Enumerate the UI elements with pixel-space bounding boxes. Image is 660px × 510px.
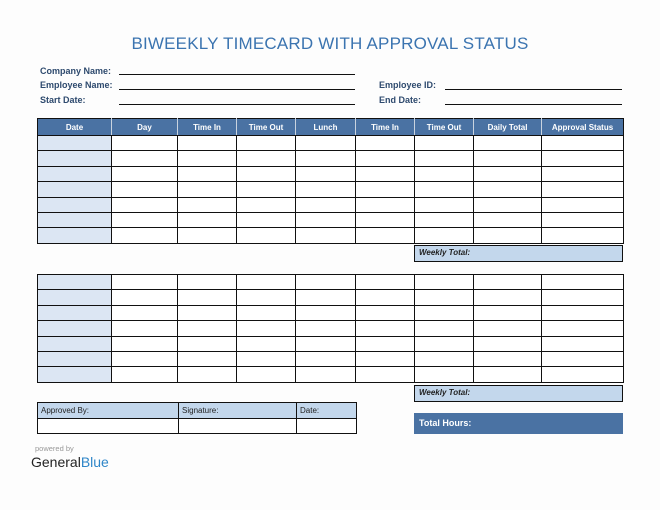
cell-day[interactable] [112,136,178,151]
cell-time-in[interactable] [178,212,237,227]
cell-day[interactable] [112,290,178,305]
cell-day[interactable] [112,228,178,243]
cell-lunch[interactable] [296,182,356,197]
cell-time-in[interactable] [178,166,237,181]
header-date: Date [38,119,112,136]
cell-day[interactable] [112,305,178,320]
cell-time-out[interactable] [415,151,474,166]
approval-date-label: Date: [297,403,357,419]
header-approval-status: Approval Status [542,119,624,136]
cell-approval-status[interactable] [542,321,624,336]
cell-time-in[interactable] [178,275,237,290]
cell-time-out[interactable] [237,136,296,151]
cell-daily-total[interactable] [474,305,542,320]
cell-lunch[interactable] [296,367,356,382]
header-time-out: Time Out [237,119,296,136]
total-hours: Total Hours: [414,413,623,434]
cell-date[interactable] [38,182,112,197]
signature-field[interactable] [179,419,297,434]
cell-time-in[interactable] [178,136,237,151]
end-date-field[interactable] [445,104,622,105]
cell-daily-total[interactable] [474,321,542,336]
cell-time-out[interactable] [237,351,296,366]
cell-time-in[interactable] [178,228,237,243]
table-row [38,197,624,212]
cell-time-in[interactable] [178,197,237,212]
cell-date[interactable] [38,151,112,166]
header-lunch: Lunch [296,119,356,136]
week1-weekly-total: Weekly Total: [414,245,623,262]
cell-time-in[interactable] [178,290,237,305]
cell-time-out[interactable] [415,166,474,181]
cell-day[interactable] [112,367,178,382]
table-row [38,275,624,290]
cell-date[interactable] [38,336,112,351]
cell-time-out[interactable] [237,151,296,166]
week1-table [37,118,624,244]
cell-lunch[interactable] [296,228,356,243]
cell-daily-total[interactable] [474,275,542,290]
cell-time-out[interactable] [415,182,474,197]
cell-day[interactable] [112,182,178,197]
cell-time-out[interactable] [237,305,296,320]
cell-day[interactable] [112,212,178,227]
cell-time-out[interactable] [415,136,474,151]
cell-daily-total[interactable] [474,212,542,227]
cell-approval-status[interactable] [542,212,624,227]
cell-time-in[interactable] [178,321,237,336]
cell-daily-total[interactable] [474,351,542,366]
cell-approval-status[interactable] [542,151,624,166]
cell-approval-status[interactable] [542,367,624,382]
cell-approval-status[interactable] [542,351,624,366]
cell-lunch[interactable] [296,321,356,336]
cell-day[interactable] [112,197,178,212]
week2-table [37,274,624,383]
cell-day[interactable] [112,336,178,351]
cell-time-in[interactable] [356,336,415,351]
cell-time-in[interactable] [356,351,415,366]
approval-table [37,402,357,434]
cell-lunch[interactable] [296,197,356,212]
cell-day[interactable] [112,351,178,366]
cell-time-out[interactable] [415,367,474,382]
header-day: Day [112,119,178,136]
header-time-in-2: Time In [356,119,415,136]
cell-time-out[interactable] [237,321,296,336]
cell-time-in[interactable] [178,336,237,351]
cell-lunch[interactable] [296,351,356,366]
page-title: BIWEEKLY TIMECARD WITH APPROVAL STATUS [131,34,529,53]
cell-date[interactable] [38,367,112,382]
cell-approval-status[interactable] [542,182,624,197]
cell-daily-total[interactable] [474,228,542,243]
cell-time-out[interactable] [237,336,296,351]
cell-time-out[interactable] [415,305,474,320]
table-row [38,136,624,151]
cell-time-out[interactable] [415,212,474,227]
header-daily-total: Daily Total [474,119,542,136]
brand-general: General [31,454,81,470]
cell-time-in[interactable] [356,166,415,181]
cell-approval-status[interactable] [542,290,624,305]
approval-date-field[interactable] [297,419,357,434]
cell-time-out[interactable] [237,197,296,212]
cell-daily-total[interactable] [474,136,542,151]
cell-time-in[interactable] [356,290,415,305]
cell-daily-total[interactable] [474,290,542,305]
table-header-row [38,119,624,136]
table-row [38,151,624,166]
employee-id-field[interactable] [445,89,622,90]
cell-date[interactable] [38,228,112,243]
signature-label: Signature: [179,403,297,419]
cell-time-in[interactable] [356,182,415,197]
cell-time-out[interactable] [415,351,474,366]
cell-approval-status[interactable] [542,228,624,243]
cell-date[interactable] [38,166,112,181]
cell-time-in[interactable] [178,367,237,382]
cell-approval-status[interactable] [542,136,624,151]
cell-lunch[interactable] [296,136,356,151]
cell-approval-status[interactable] [542,336,624,351]
cell-date[interactable] [38,351,112,366]
header-time-out-2: Time Out [415,119,474,136]
cell-time-in[interactable] [356,151,415,166]
start-date-label: Start Date: [40,95,86,105]
brand-blue: Blue [80,454,109,470]
approved-by-label: Approved By: [38,403,179,419]
table-row [38,182,624,197]
week2-weekly-total: Weekly Total: [414,385,623,402]
employee-id-label: Employee ID: [379,80,437,90]
cell-lunch[interactable] [296,212,356,227]
start-date-field[interactable] [119,104,355,105]
table-row [38,321,624,336]
cell-time-in[interactable] [356,228,415,243]
cell-approval-status[interactable] [542,197,624,212]
cell-date[interactable] [38,197,112,212]
cell-daily-total[interactable] [474,166,542,181]
cell-approval-status[interactable] [542,166,624,181]
company-name-label: Company Name: [40,66,112,76]
cell-lunch[interactable] [296,151,356,166]
cell-time-out[interactable] [237,212,296,227]
cell-time-in[interactable] [356,212,415,227]
end-date-label: End Date: [379,95,422,105]
cell-time-in[interactable] [356,321,415,336]
cell-time-in[interactable] [356,197,415,212]
cell-time-out[interactable] [415,228,474,243]
generalblue-logo [31,454,109,470]
cell-time-out[interactable] [415,197,474,212]
cell-time-out[interactable] [415,321,474,336]
cell-daily-total[interactable] [474,182,542,197]
cell-date[interactable] [38,321,112,336]
cell-time-out[interactable] [237,367,296,382]
cell-time-out[interactable] [237,275,296,290]
cell-daily-total[interactable] [474,151,542,166]
cell-time-in[interactable] [178,305,237,320]
cell-time-in[interactable] [178,182,237,197]
cell-time-in[interactable] [356,305,415,320]
cell-time-out[interactable] [237,182,296,197]
table-row [38,351,624,366]
cell-time-out[interactable] [415,336,474,351]
approved-by-field[interactable] [38,419,179,434]
table-row [38,228,624,243]
cell-time-in[interactable] [356,136,415,151]
cell-daily-total[interactable] [474,197,542,212]
cell-date[interactable] [38,212,112,227]
cell-approval-status[interactable] [542,275,624,290]
cell-approval-status[interactable] [542,305,624,320]
cell-time-out[interactable] [237,290,296,305]
cell-time-in[interactable] [178,351,237,366]
cell-lunch[interactable] [296,336,356,351]
cell-daily-total[interactable] [474,336,542,351]
cell-time-in[interactable] [178,151,237,166]
header-time-in: Time In [178,119,237,136]
cell-lunch[interactable] [296,166,356,181]
cell-time-in[interactable] [356,275,415,290]
table-row [38,336,624,351]
table-row [38,367,624,382]
cell-day[interactable] [112,275,178,290]
cell-date[interactable] [38,136,112,151]
cell-time-out[interactable] [237,228,296,243]
cell-daily-total[interactable] [474,367,542,382]
company-name-field[interactable] [119,74,355,75]
cell-lunch[interactable] [296,290,356,305]
cell-date[interactable] [38,305,112,320]
powered-by-text: powered by [35,444,74,453]
cell-day[interactable] [112,151,178,166]
cell-day[interactable] [112,166,178,181]
cell-time-out[interactable] [415,290,474,305]
table-row [38,305,624,320]
cell-lunch[interactable] [296,305,356,320]
cell-date[interactable] [38,275,112,290]
cell-day[interactable] [112,321,178,336]
employee-name-field[interactable] [119,89,355,90]
cell-time-in[interactable] [356,367,415,382]
cell-date[interactable] [38,290,112,305]
table-row [38,212,624,227]
cell-lunch[interactable] [296,275,356,290]
cell-time-out[interactable] [237,166,296,181]
cell-time-out[interactable] [415,275,474,290]
table-row [38,290,624,305]
table-row [38,166,624,181]
employee-name-label: Employee Name: [40,80,113,90]
